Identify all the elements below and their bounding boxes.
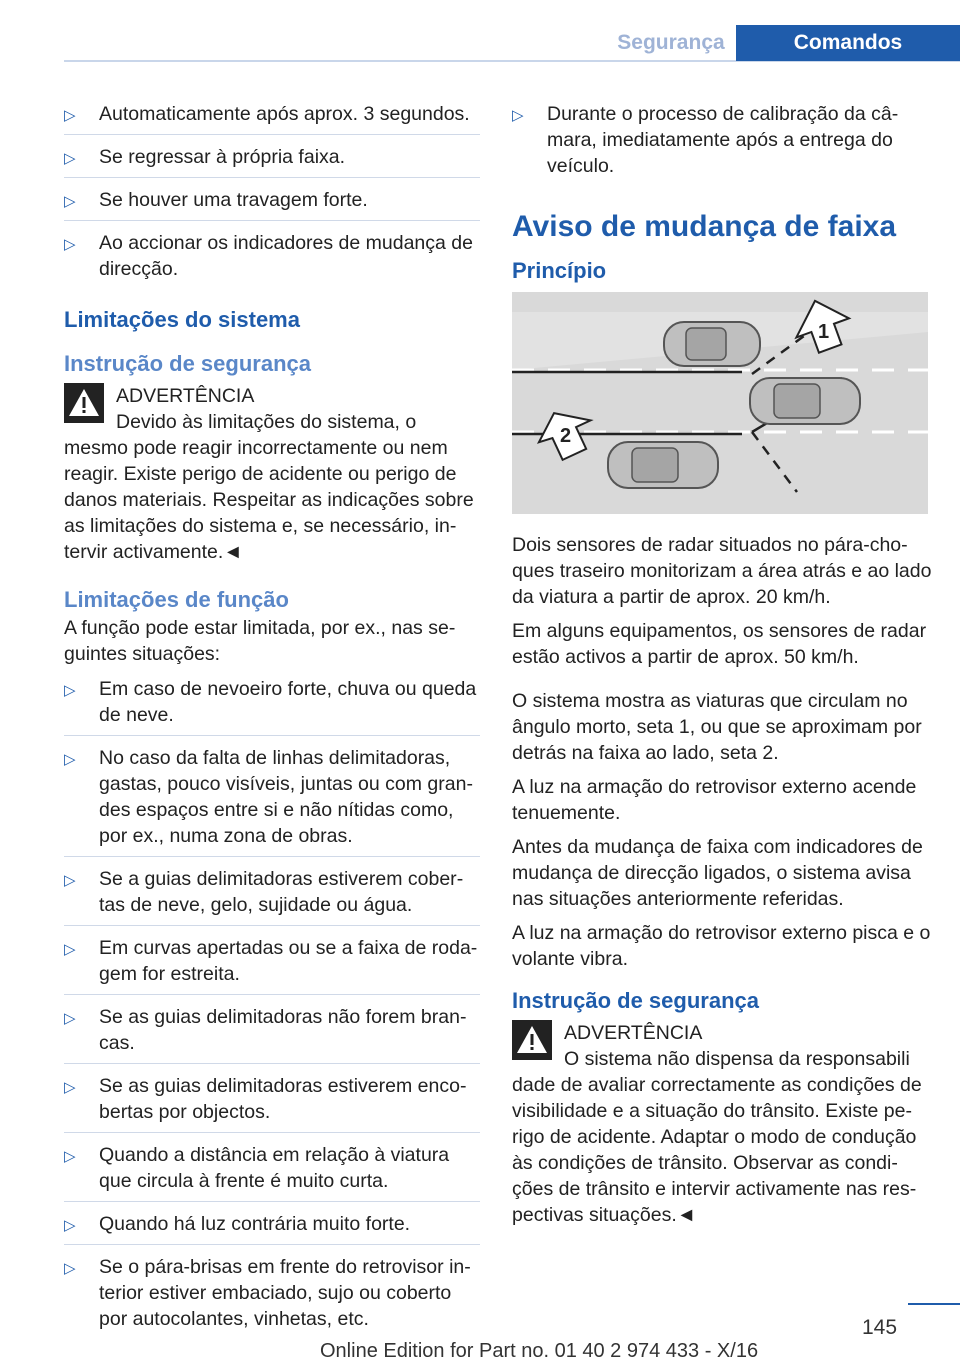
warning-text: dade de avaliar correctamente as condições de visibilidade e a situação do trânsito. Existe perigo de acidente. Adaptar o modo de condução às condições de trânsito. Observar as condições de trânsito e intervir activamente nas respectivas situações.◄ (512, 1074, 922, 1226)
triangle-bullet-icon: ▷ (64, 150, 76, 167)
triangle-bullet-icon: ▷ (64, 941, 76, 958)
limitacoes-heading: Limitações do sistema (64, 307, 300, 332)
warning-block (512, 1020, 932, 1228)
warning-text-first: O sistema não dispensa da responsabili (564, 1048, 910, 1070)
paragraph: Dois sensores de radar situados no pára-choques traseiro monitorizam a área atrás e ao lado da viatura a partir de aprox. 20 km/h. (512, 534, 932, 608)
instrucao-heading: Instrução de segurança (64, 351, 311, 376)
footer-rule (908, 1303, 960, 1305)
list-item: ▷ Quando a distância em relação à viatura que circula à frente é muito curta. (64, 1141, 480, 1202)
list-item: ▷ No caso da falta de linhas delimitadoras, gastas, pouco visíveis, juntas ou com grandes espaços entre si e não nítidas como, por ex., numa zona de obras. (64, 744, 480, 857)
right-column (512, 100, 932, 1228)
triangle-bullet-icon: ▷ (64, 1079, 76, 1096)
warning-label: ADVERTÊNCIA (116, 385, 255, 407)
lane-change-diagram (512, 292, 928, 514)
calibration-list (512, 100, 932, 186)
list-item: ▷ Automaticamente após aprox. 3 segundos. (64, 100, 480, 135)
car-top (664, 322, 760, 366)
left-column (64, 100, 480, 1347)
tab-seguranca[interactable]: Segurança (617, 31, 725, 54)
triangle-bullet-icon: ▷ (64, 1260, 76, 1277)
car-bottom (608, 442, 718, 488)
lane-change-figure (512, 292, 928, 514)
page-number: 145 (862, 1316, 898, 1339)
funcao-heading: Limitações de função (64, 587, 289, 612)
limitations-list (64, 675, 480, 1339)
warning-text-first: Devido às limitações do sistema, o (116, 411, 417, 433)
funcao-intro: A função pode estar limitada, por ex., nas seguintes situações: (64, 617, 456, 665)
car-middle (750, 378, 860, 424)
triangle-bullet-icon: ▷ (64, 872, 76, 889)
arrow-2-label: 2 (560, 425, 572, 447)
paragraph: A luz na armação do retrovisor externo acende tenuemente. (512, 776, 917, 824)
paragraph: O sistema mostra as viaturas que circulam no ângulo morto, seta 1, ou que se aproximam por detrás na faixa ao lado, seta 2. (512, 690, 922, 764)
list-item: ▷ Quando há luz contrária muito forte. (64, 1210, 480, 1245)
list-item: ▷ Se as guias delimitadoras estiverem encobertas por objectos. (64, 1072, 480, 1133)
paragraph: A luz na armação do retrovisor externo pisca e o volante vibra. (512, 922, 931, 970)
paragraph: Em alguns equipamentos, os sensores de radar estão activos a partir de aprox. 50 km/h. (512, 620, 927, 668)
warning-block (64, 383, 480, 565)
warning-triangle-icon (512, 1020, 552, 1060)
triangle-bullet-icon: ▷ (64, 1148, 76, 1165)
triangle-bullet-icon: ▷ (64, 751, 76, 768)
principle-text (512, 532, 932, 972)
triangle-bullet-icon: ▷ (64, 236, 76, 253)
aviso-heading: Aviso de mudança de faixa (512, 210, 897, 243)
list-item: ▷ Se houver uma travagem forte. (64, 186, 480, 221)
principio-heading: Princípio (512, 258, 607, 283)
triangle-bullet-icon: ▷ (64, 682, 76, 699)
list-item: ▷ Se o pára-brisas em frente do retrovisor interior estiver embaciado, sujo ou coberto por autocolantes, vinhetas, etc. (64, 1256, 471, 1330)
paragraph: Antes da mudança de faixa com indicadores de mudança de direcção ligados, o sistema avisa nas situações anteriormente referidas. (512, 836, 923, 910)
warning-text: mesmo pode reagir incorrectamente ou nem reagir. Existe perigo de acidente ou perigo de danos materiais. Respeitar as indicações sobre as limitações do sistema e, se necessário, intervir activamente.◄ (64, 437, 474, 563)
triangle-bullet-icon: ▷ (64, 1217, 76, 1234)
deactivation-list (64, 100, 480, 289)
warning-label: ADVERTÊNCIA (564, 1022, 703, 1044)
edition-footer: Online Edition for Part no. 01 40 2 974 433 - X/16 (320, 1340, 759, 1362)
list-item: ▷ Se regressar à própria faixa. (64, 143, 480, 178)
instrucao-heading-right: Instrução de segurança (512, 988, 759, 1013)
warning-triangle-icon (64, 383, 104, 423)
triangle-bullet-icon: ▷ (512, 107, 524, 124)
triangle-bullet-icon: ▷ (64, 193, 76, 210)
triangle-bullet-icon: ▷ (64, 1010, 76, 1027)
arrow-1-label: 1 (818, 321, 830, 343)
list-item: ▷ Se a guias delimitadoras estiverem cobertas de neve, gelo, sujidade ou água. (64, 865, 480, 926)
list-item: ▷ Se as guias delimitadoras não forem brancas. (64, 1003, 480, 1064)
list-item: ▷ Em caso de nevoeiro forte, chuva ou queda de neve. (64, 675, 480, 736)
tab-comandos[interactable]: Comandos (736, 25, 960, 61)
list-item: ▷ Durante o processo de calibração da câmara, imediatamente após a entrega do veículo. (512, 103, 899, 177)
list-item: ▷ Em curvas apertadas ou se a faixa de rodagem for estreita. (64, 934, 480, 995)
list-item: ▷ Ao accionar os indicadores de mudança de direcção. (64, 232, 473, 280)
triangle-bullet-icon: ▷ (64, 107, 76, 124)
